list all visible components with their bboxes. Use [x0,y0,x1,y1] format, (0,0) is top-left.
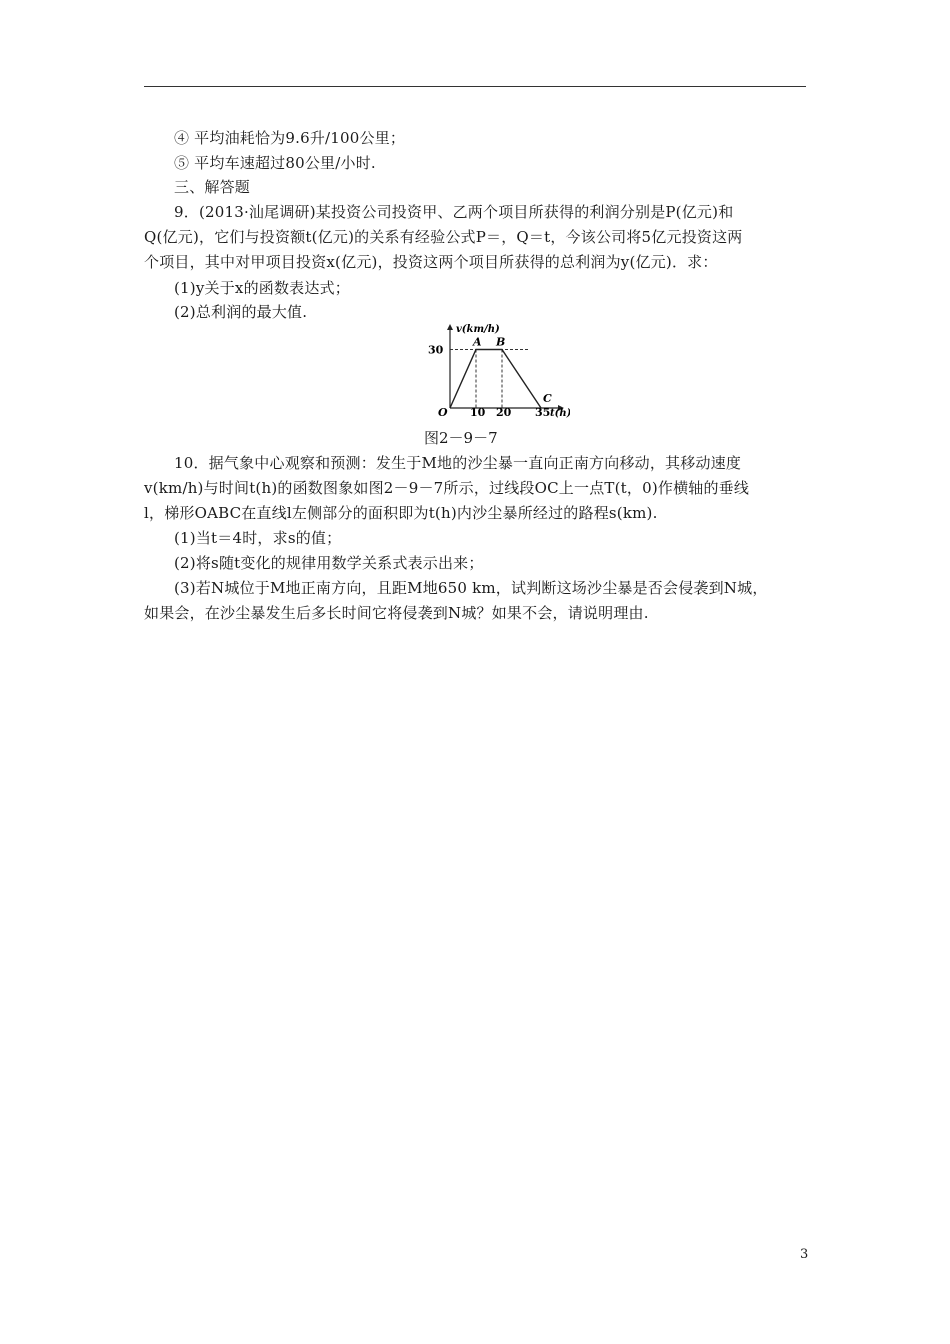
problem-10-line-3: l，梯形OABC在直线l左侧部分的面积即为t(h)内沙尘暴所经过的路程s(km). [144,504,658,522]
figure-caption: 图2－9－7 [424,429,498,447]
problem-9-part-1: (1)y关于x的函数表达式； [174,279,350,297]
text-line-item-4: ④ 平均油耗恰为9.6升/100公里； [174,129,406,147]
x-axis-label: t(h) [550,408,570,419]
x-tick-20: 20 [496,406,512,419]
velocity-time-figure [410,318,570,424]
velocity-time-graph [410,318,570,424]
header-rule [144,86,806,87]
problem-10-part-3: (3)若N城位于M地正南方向，且距M地650 km，试判断这场沙尘暴是否会侵袭到N城， [174,579,768,597]
section-heading: 三、解答题 [174,178,251,196]
point-a-label: A [473,335,482,349]
problem-9-line-2: Q(亿元)，它们与投资额t(亿元)的关系有经验公式P＝，Q＝t，今该公司将5亿元投资这两 [144,228,743,246]
problem-10-part-1: (1)当t＝4时，求s的值； [174,529,342,547]
page-number: 3 [800,1247,809,1262]
y-axis-arrow [447,324,453,330]
problem-9-line-3: 个项目，其中对甲项目投资x(亿元)，投资这两个项目所获得的总利润为y(亿元)．求： [144,253,718,271]
problem-9-line-1: 9．(2013·汕尾调研)某投资公司投资甲、乙两个项目所获得的利润分别是P(亿元)和 [174,203,734,221]
x-tick-10: 10 [470,406,486,419]
problem-10-line-2: v(km/h)与时间t(h)的函数图象如图2－9－7所示，过线段OC上一点T(t，0)作横轴的垂线 [144,479,750,497]
point-b-label: B [496,335,506,349]
y-axis-label: v(km/h) [456,324,500,335]
x-tick-35: 35 [535,406,551,419]
problem-10-part-2: (2)将s随t变化的规律用数学关系式表示出来； [174,554,484,572]
origin-label: O [438,406,448,419]
text-line-item-5: ⑤ 平均车速超过80公里/小时. [174,154,376,172]
trapezoid-oabc [450,350,541,409]
problem-10-line-1: 10．据气象中心观察和预测：发生于M地的沙尘暴一直向正南方向移动，其移动速度 [174,454,742,472]
problem-9-part-2: (2)总利润的最大值. [174,303,308,321]
problem-10-part-3-cont: 如果会，在沙尘暴发生后多长时间它将侵袭到N城？如果不会，请说明理由. [144,604,649,622]
y-tick-30: 30 [428,343,444,357]
point-c-label: C [543,392,552,405]
